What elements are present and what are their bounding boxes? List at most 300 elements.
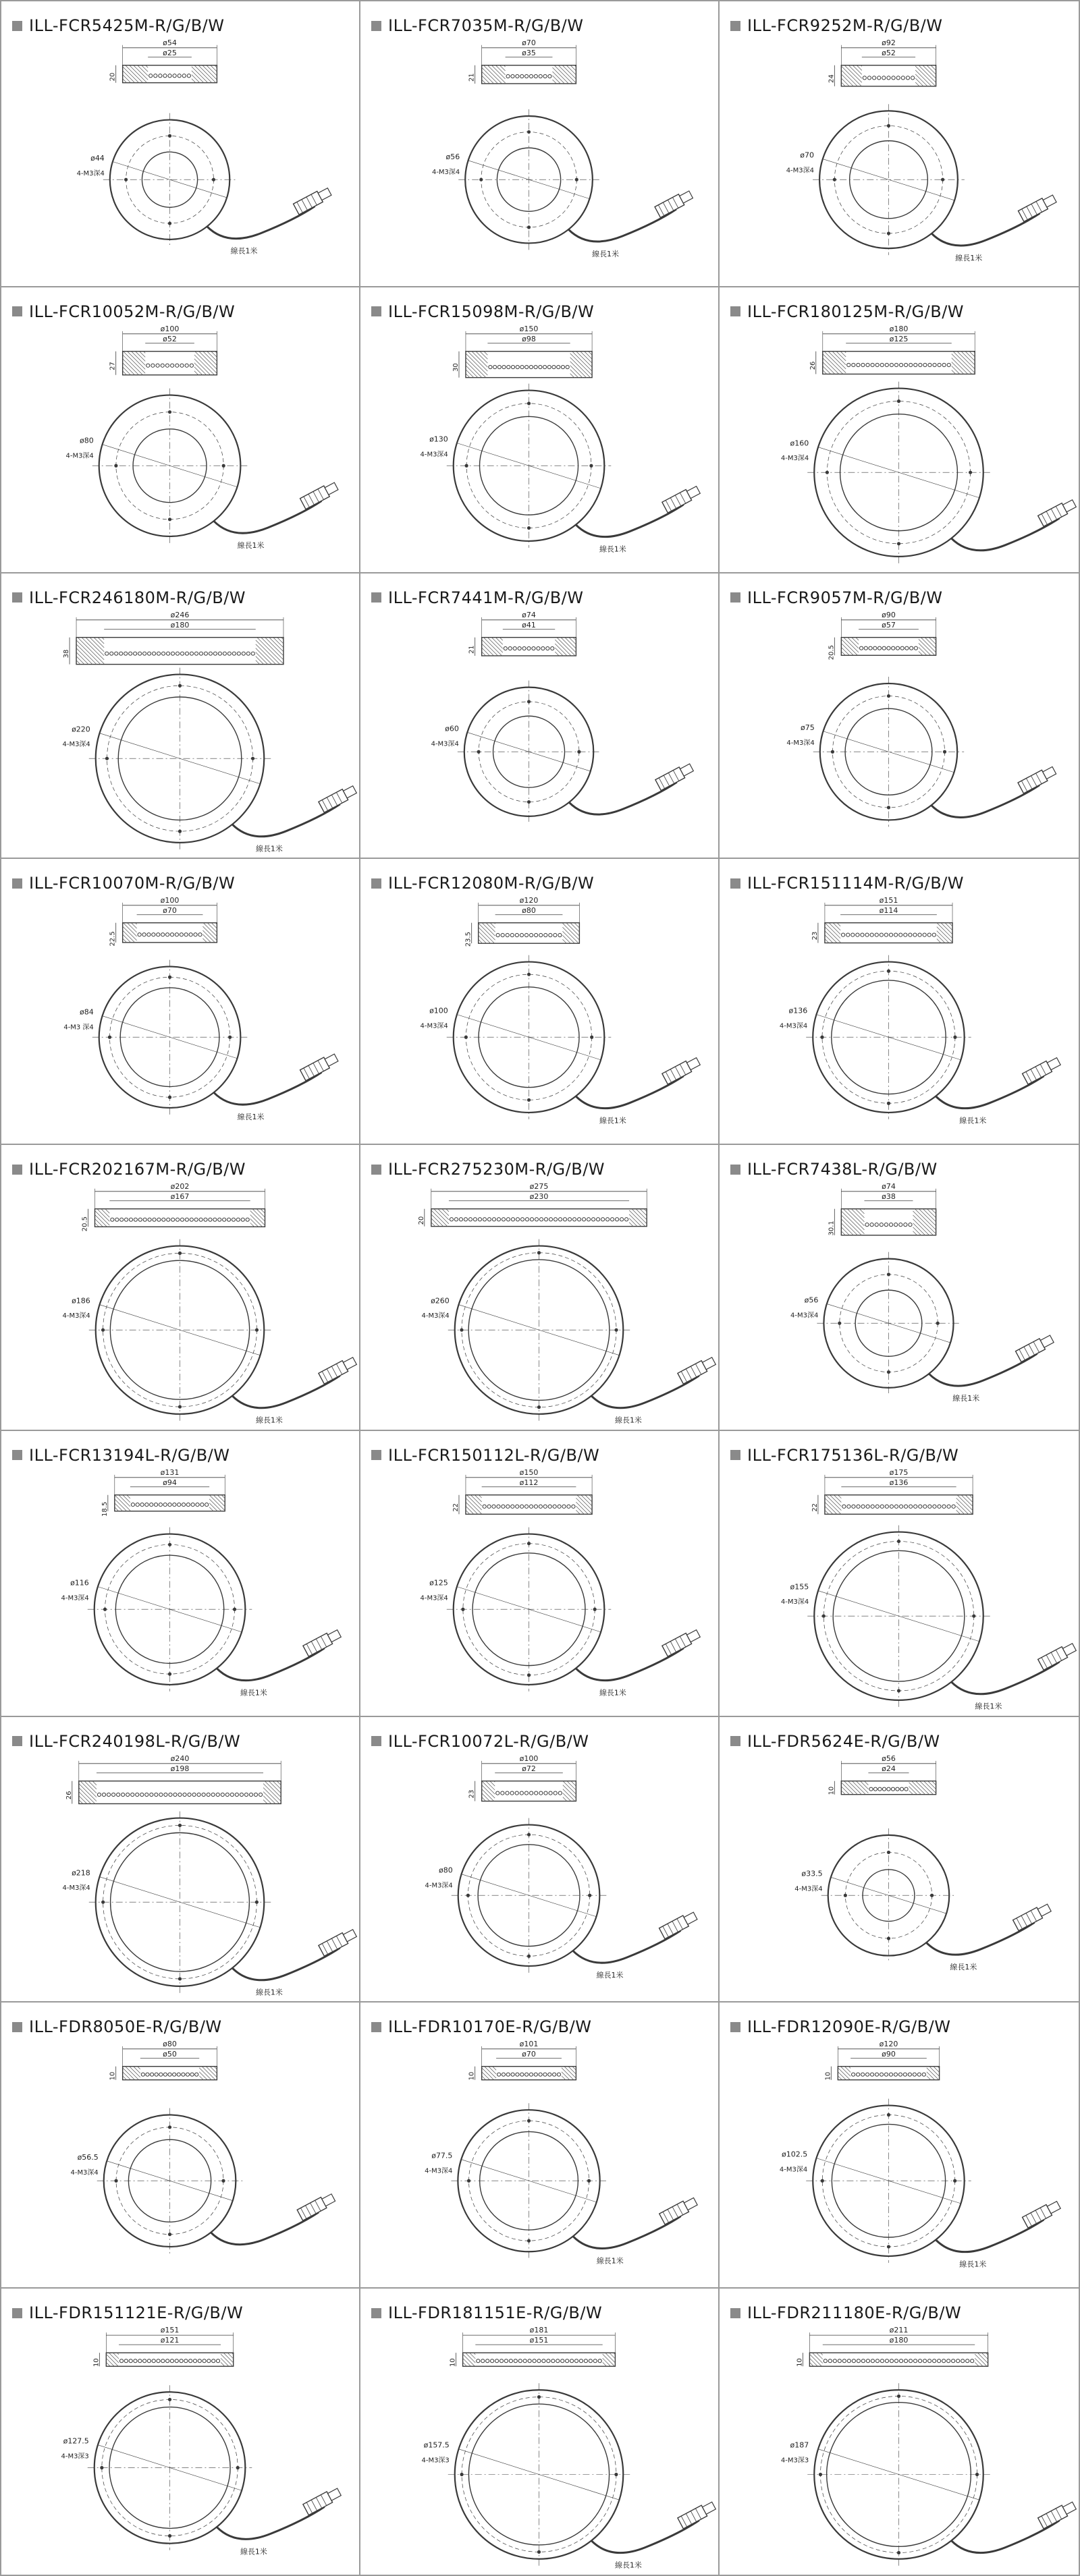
hatch-line xyxy=(961,351,975,364)
led-dot xyxy=(236,1218,240,1221)
mount-hole-label: 4-M3深4 xyxy=(431,740,459,748)
hatch-line xyxy=(927,2072,935,2080)
hatch-line xyxy=(132,351,146,365)
cable-length-label: 線長1米 xyxy=(237,540,265,550)
hatch-line xyxy=(837,923,840,926)
top-view xyxy=(77,113,237,246)
mount-hole-label: 4-M3深4 xyxy=(790,1312,819,1320)
section-wall xyxy=(209,1495,225,1511)
top-view xyxy=(432,109,599,250)
led-dot xyxy=(196,1503,199,1506)
inner-diameter-label: ø90 xyxy=(882,2050,896,2059)
mount-hole xyxy=(168,2233,171,2236)
led-dot xyxy=(155,2073,158,2077)
led-dot xyxy=(869,646,872,650)
outer-diameter-label: ø90 xyxy=(882,610,896,619)
hatch-line xyxy=(841,78,849,86)
section-wall xyxy=(482,65,506,84)
led-dot xyxy=(136,1503,139,1506)
hatch-line xyxy=(563,1781,576,1793)
led-dot xyxy=(110,652,113,655)
led-dot xyxy=(504,646,507,650)
mount-hole-label: 4-M3深4 xyxy=(76,169,105,177)
mount-hole xyxy=(168,1543,171,1546)
hatch-line xyxy=(956,1498,973,1514)
hatch-line xyxy=(273,637,284,647)
cable-length-label: 線長1米 xyxy=(952,1394,980,1403)
product-model: ILL-FCR240198L-R/G/B/W xyxy=(29,1731,241,1751)
hatch-line xyxy=(431,1210,448,1227)
led-dot xyxy=(183,1793,186,1796)
led-dot xyxy=(152,933,155,936)
connector-plug-icon xyxy=(319,1355,358,1384)
height-label: 22 xyxy=(452,1503,460,1512)
technical-drawing xyxy=(720,573,1079,858)
mount-hole xyxy=(588,1893,591,1897)
section-wall xyxy=(202,923,217,943)
led-dot xyxy=(496,934,500,937)
diameter-label: ø125 xyxy=(429,1578,448,1588)
led-dot xyxy=(506,934,509,937)
technical-drawing xyxy=(360,2289,718,2575)
height-label: 20 xyxy=(109,72,117,82)
led-dot xyxy=(508,646,512,650)
hatch-line xyxy=(80,1781,97,1797)
led-dot xyxy=(182,2073,185,2077)
led-dot xyxy=(140,1793,144,1796)
section-wall xyxy=(825,923,840,943)
mount-hole xyxy=(168,221,171,225)
mount-hole xyxy=(467,2179,470,2183)
hatch-line xyxy=(826,1495,841,1511)
hatch-line xyxy=(603,2358,611,2366)
hatch-line xyxy=(816,2353,822,2359)
led-dot xyxy=(525,365,529,368)
led-dot xyxy=(551,2359,555,2363)
led-dot xyxy=(899,1223,902,1227)
cable-length-label: 線長1米 xyxy=(959,1116,987,1125)
led-dot xyxy=(149,74,153,78)
product-model: ILL-FCR180125M-R/G/B/W xyxy=(747,302,965,321)
cable-length-label: 線長1米 xyxy=(599,544,626,554)
connector-plug-icon xyxy=(662,1056,701,1084)
hatch-line xyxy=(192,75,200,83)
led-dot xyxy=(887,76,890,80)
hatch-line xyxy=(585,351,592,358)
hatch-line xyxy=(192,67,208,83)
led-dot xyxy=(913,2073,916,2077)
mount-hole xyxy=(168,517,171,521)
hatch-line xyxy=(632,1209,647,1224)
led-dot xyxy=(528,2359,531,2363)
mount-hole xyxy=(228,1036,232,1039)
cable-assembly xyxy=(591,2500,717,2570)
hatch-line xyxy=(431,1219,439,1227)
hatch-line xyxy=(920,1781,934,1794)
cable-assembly xyxy=(576,1056,701,1125)
connector-plug-icon xyxy=(297,2193,336,2221)
led-dot xyxy=(942,363,946,366)
technical-drawing xyxy=(720,859,1079,1144)
product-card xyxy=(360,287,720,573)
led-dot xyxy=(142,2359,146,2363)
mount-hole xyxy=(527,526,531,530)
side-section-view xyxy=(109,325,217,375)
hatch-line xyxy=(956,1510,961,1514)
hatch-line xyxy=(859,1209,864,1214)
product-model: ILL-FDR12090E-R/G/B/W xyxy=(747,2017,951,2037)
outer-diameter-label: ø100 xyxy=(160,896,180,905)
connector-plug-icon xyxy=(1038,1642,1077,1670)
mount-hole-label: 4-M3深4 xyxy=(420,1594,448,1602)
hatch-line xyxy=(209,1503,217,1511)
diameter-label: ø218 xyxy=(72,1868,90,1877)
hatch-line xyxy=(576,351,592,366)
hatch-line xyxy=(479,924,495,941)
hatch-line xyxy=(562,928,578,944)
connector-plug-icon xyxy=(655,762,695,790)
hatch-line xyxy=(466,353,487,374)
hatch-line xyxy=(217,1495,225,1503)
hatch-line xyxy=(915,70,932,86)
hatch-line xyxy=(115,1495,130,1511)
hatch-line xyxy=(555,652,559,656)
cable-length-label: 線長1米 xyxy=(614,1416,642,1425)
hatch-line xyxy=(937,939,941,943)
hatch-line xyxy=(913,1227,921,1235)
hatch-line xyxy=(115,1507,119,1511)
height-label: 18.5 xyxy=(101,1501,109,1517)
led-dot xyxy=(209,1218,212,1221)
inner-diameter-label: ø180 xyxy=(170,620,190,629)
mount-hole-label: 4-M3深4 xyxy=(62,1312,90,1320)
mount-hole xyxy=(461,1608,464,1611)
hatch-line xyxy=(589,351,592,354)
led-dot xyxy=(554,1218,557,1221)
led-dot xyxy=(596,1218,599,1221)
led-dot xyxy=(111,1793,115,1796)
inner-diameter-label: ø98 xyxy=(522,334,536,343)
led-dot xyxy=(129,652,132,655)
diameter-label: ø130 xyxy=(429,435,448,444)
mount-hole xyxy=(887,1102,890,1105)
hatch-line xyxy=(977,2353,988,2363)
hatch-line xyxy=(928,1781,936,1789)
section-wall xyxy=(919,637,936,655)
led-dot xyxy=(142,933,146,936)
led-dot xyxy=(502,365,506,368)
hatch-line xyxy=(864,1781,868,1785)
led-dot xyxy=(880,1223,883,1227)
outer-diameter-label: ø202 xyxy=(170,1181,190,1191)
hatch-line xyxy=(207,65,217,76)
led-dot xyxy=(190,2073,194,2077)
diameter-label: ø186 xyxy=(72,1296,90,1306)
product-model: ILL-FDR8050E-R/G/B/W xyxy=(29,2017,222,2037)
led-dot xyxy=(185,652,188,655)
hatch-line xyxy=(855,1209,864,1218)
led-dot xyxy=(894,2073,897,2077)
hatch-line xyxy=(466,2353,476,2363)
led-dot xyxy=(901,76,905,80)
led-dot xyxy=(230,1793,234,1796)
led-row xyxy=(865,1223,912,1227)
top-view xyxy=(63,1239,271,1421)
led-dot xyxy=(510,934,514,937)
hatch-line xyxy=(223,2353,234,2363)
connector-plug-icon xyxy=(662,484,701,513)
led-dot xyxy=(568,1218,571,1221)
outer-diameter-label: ø100 xyxy=(519,1754,539,1763)
mount-hole-label: 4-M3深4 xyxy=(421,1312,450,1320)
connector-plug-icon xyxy=(678,1355,717,1384)
led-dot xyxy=(558,934,562,937)
hatch-line xyxy=(138,65,148,76)
led-dot xyxy=(539,365,542,368)
led-dot xyxy=(129,1218,132,1221)
led-dot xyxy=(885,2359,888,2363)
led-dot xyxy=(166,652,169,655)
led-dot xyxy=(194,1218,198,1221)
led-dot xyxy=(535,1218,538,1221)
hatch-line xyxy=(557,637,575,655)
mount-hole xyxy=(124,178,128,181)
led-dot xyxy=(478,1218,481,1221)
mount-hole-label: 4-M3深4 xyxy=(62,740,90,748)
led-dot xyxy=(894,363,898,366)
hatch-line xyxy=(250,1219,259,1227)
hatch-line xyxy=(841,66,861,86)
inner-diameter-label: ø41 xyxy=(522,620,536,629)
cable-assembly xyxy=(951,2500,1077,2553)
led-dot xyxy=(145,1503,148,1506)
mount-hole xyxy=(575,178,578,181)
mount-hole-label: 4-M3深4 xyxy=(70,2169,99,2177)
inner-diameter-label: ø180 xyxy=(889,2336,909,2345)
led-dot xyxy=(577,1218,580,1221)
hatch-line xyxy=(479,940,483,944)
product-card xyxy=(720,2003,1079,2289)
hatch-line xyxy=(221,2358,229,2366)
led-dot xyxy=(518,2359,522,2363)
connector-plug-icon xyxy=(1018,764,1057,793)
hatch-line xyxy=(261,1209,265,1214)
hatch-line xyxy=(115,1503,123,1511)
top-view xyxy=(790,1252,961,1395)
led-dot xyxy=(558,1218,562,1221)
hatch-line xyxy=(256,648,272,664)
led-dot xyxy=(178,74,181,78)
led-dot xyxy=(898,2073,902,2077)
product-model: ILL-FDR181151E-R/G/B/W xyxy=(388,2303,603,2323)
section-outline xyxy=(123,923,217,943)
hatch-line xyxy=(123,923,136,936)
led-dot xyxy=(520,74,524,78)
led-dot xyxy=(572,1218,576,1221)
led-dot xyxy=(904,2359,907,2363)
section-wall xyxy=(431,1209,449,1227)
product-model: ILL-FDR151121E-R/G/B/W xyxy=(29,2303,244,2323)
led-dot xyxy=(856,933,859,936)
technical-drawing xyxy=(1,1,359,286)
led-dot xyxy=(119,2359,123,2363)
led-dot xyxy=(173,1503,176,1506)
led-row xyxy=(504,646,554,650)
led-dot xyxy=(164,1793,167,1796)
cable-assembly xyxy=(232,784,358,853)
led-dot xyxy=(195,2073,198,2077)
led-dot xyxy=(904,1505,907,1508)
hatch-line xyxy=(975,2358,983,2366)
hatch-line xyxy=(554,65,572,84)
diameter-label: ø77.5 xyxy=(431,2152,453,2161)
product-card xyxy=(360,1431,720,1717)
top-view xyxy=(71,2108,243,2253)
led-dot xyxy=(491,2359,494,2363)
mount-hole xyxy=(527,700,531,703)
led-dot xyxy=(209,652,212,655)
top-view xyxy=(61,2385,252,2550)
hatch-line xyxy=(123,75,131,83)
led-dot xyxy=(543,365,546,368)
led-row xyxy=(869,1787,908,1791)
section-outline xyxy=(431,1209,647,1227)
led-dot xyxy=(857,2359,860,2363)
mount-hole xyxy=(527,401,531,405)
inner-diameter-label: ø70 xyxy=(522,2050,536,2059)
height-label: 10 xyxy=(796,2358,804,2368)
hatch-line xyxy=(566,65,576,75)
hatch-line xyxy=(256,1209,265,1217)
inner-diameter-label: ø70 xyxy=(163,906,177,916)
mount-hole xyxy=(887,2245,890,2249)
product-model: ILL-FCR151114M-R/G/B/W xyxy=(747,874,965,893)
led-dot xyxy=(191,1503,194,1506)
section-outline xyxy=(94,1209,265,1227)
led-dot xyxy=(232,652,236,655)
led-dot xyxy=(838,2359,841,2363)
led-dot xyxy=(947,363,950,366)
hatch-line xyxy=(975,2362,979,2366)
hatch-line xyxy=(844,637,859,652)
led-dot xyxy=(221,1793,224,1796)
section-wall xyxy=(123,2067,140,2080)
led-dot xyxy=(170,933,173,936)
hatch-line xyxy=(194,367,202,375)
hatch-line xyxy=(916,1781,929,1794)
hatch-line xyxy=(136,351,146,361)
hatch-line xyxy=(981,2353,988,2359)
led-dot xyxy=(180,364,184,367)
mount-hole xyxy=(527,1542,531,1545)
product-model: ILL-FCR9252M-R/G/B/W xyxy=(747,16,943,35)
hatch-line xyxy=(823,358,839,374)
hatch-line xyxy=(482,648,490,656)
led-row xyxy=(859,646,917,650)
led-dot xyxy=(189,2359,192,2363)
section-wall xyxy=(975,2353,988,2366)
hatch-line xyxy=(106,2358,114,2366)
led-dot xyxy=(553,1505,556,1508)
product-model: ILL-FCR10070M-R/G/B/W xyxy=(29,874,236,893)
led-dot xyxy=(847,1505,850,1508)
outer-diameter-label: ø150 xyxy=(519,1467,539,1477)
led-dot xyxy=(522,646,526,650)
led-dot xyxy=(861,1505,865,1508)
section-outline xyxy=(825,923,952,943)
hatch-line xyxy=(263,1795,271,1803)
hatch-line xyxy=(466,1510,470,1514)
led-dot xyxy=(894,1223,898,1227)
led-dot xyxy=(878,1787,882,1791)
led-dot xyxy=(180,1218,184,1221)
cable-assembly xyxy=(214,480,340,550)
hatch-line xyxy=(209,1495,225,1511)
section-wall xyxy=(466,351,487,377)
side-section-view xyxy=(65,1754,281,1803)
outer-diameter-label: ø131 xyxy=(160,1467,180,1477)
cable-assembly xyxy=(211,2193,336,2245)
led-dot xyxy=(246,1218,249,1221)
product-model: ILL-FCR202167M-R/G/B/W xyxy=(29,1160,246,1179)
hatch-line xyxy=(574,923,580,928)
led-dot xyxy=(486,2359,489,2363)
height-label: 22 xyxy=(811,1503,819,1512)
section-wall xyxy=(482,1781,495,1801)
product-card xyxy=(1,287,360,573)
led-dot xyxy=(188,1793,191,1796)
section-wall xyxy=(552,65,576,84)
hatch-line xyxy=(552,76,560,84)
top-view xyxy=(781,1525,990,1706)
led-dot xyxy=(875,1505,879,1508)
product-card xyxy=(1,1717,360,2003)
hatch-line xyxy=(466,357,486,377)
led-dot xyxy=(914,363,917,366)
led-dot xyxy=(961,2359,965,2363)
led-dot xyxy=(861,2359,865,2363)
led-dot xyxy=(544,1791,547,1795)
outer-diameter-label: ø175 xyxy=(889,1467,909,1477)
diameter-label: ø116 xyxy=(70,1578,89,1588)
led-dot xyxy=(176,652,179,655)
led-dot xyxy=(115,652,118,655)
hatch-line xyxy=(840,2067,850,2077)
hatch-line xyxy=(486,1781,495,1789)
hatch-line xyxy=(562,2072,570,2080)
led-dot xyxy=(539,2073,542,2077)
mount-hole-label: 4-M3深4 xyxy=(779,1022,808,1030)
led-dot xyxy=(492,1218,495,1221)
product-card xyxy=(720,2289,1079,2575)
led-dot xyxy=(852,2073,855,2077)
led-dot xyxy=(563,1218,566,1221)
led-dot xyxy=(847,2359,850,2363)
led-dot xyxy=(511,365,514,368)
hatch-line xyxy=(134,2067,140,2073)
led-row xyxy=(483,1505,575,1508)
top-view xyxy=(421,1527,612,1691)
section-outline xyxy=(825,1495,973,1515)
led-dot xyxy=(624,1218,628,1221)
section-wall xyxy=(841,65,861,86)
cable-assembly xyxy=(217,1628,342,1698)
led-dot xyxy=(150,2073,153,2077)
mount-hole xyxy=(178,1252,182,1255)
led-dot xyxy=(165,364,169,367)
inner-diameter-label: ø136 xyxy=(889,1478,909,1487)
hatch-line xyxy=(199,2072,207,2080)
